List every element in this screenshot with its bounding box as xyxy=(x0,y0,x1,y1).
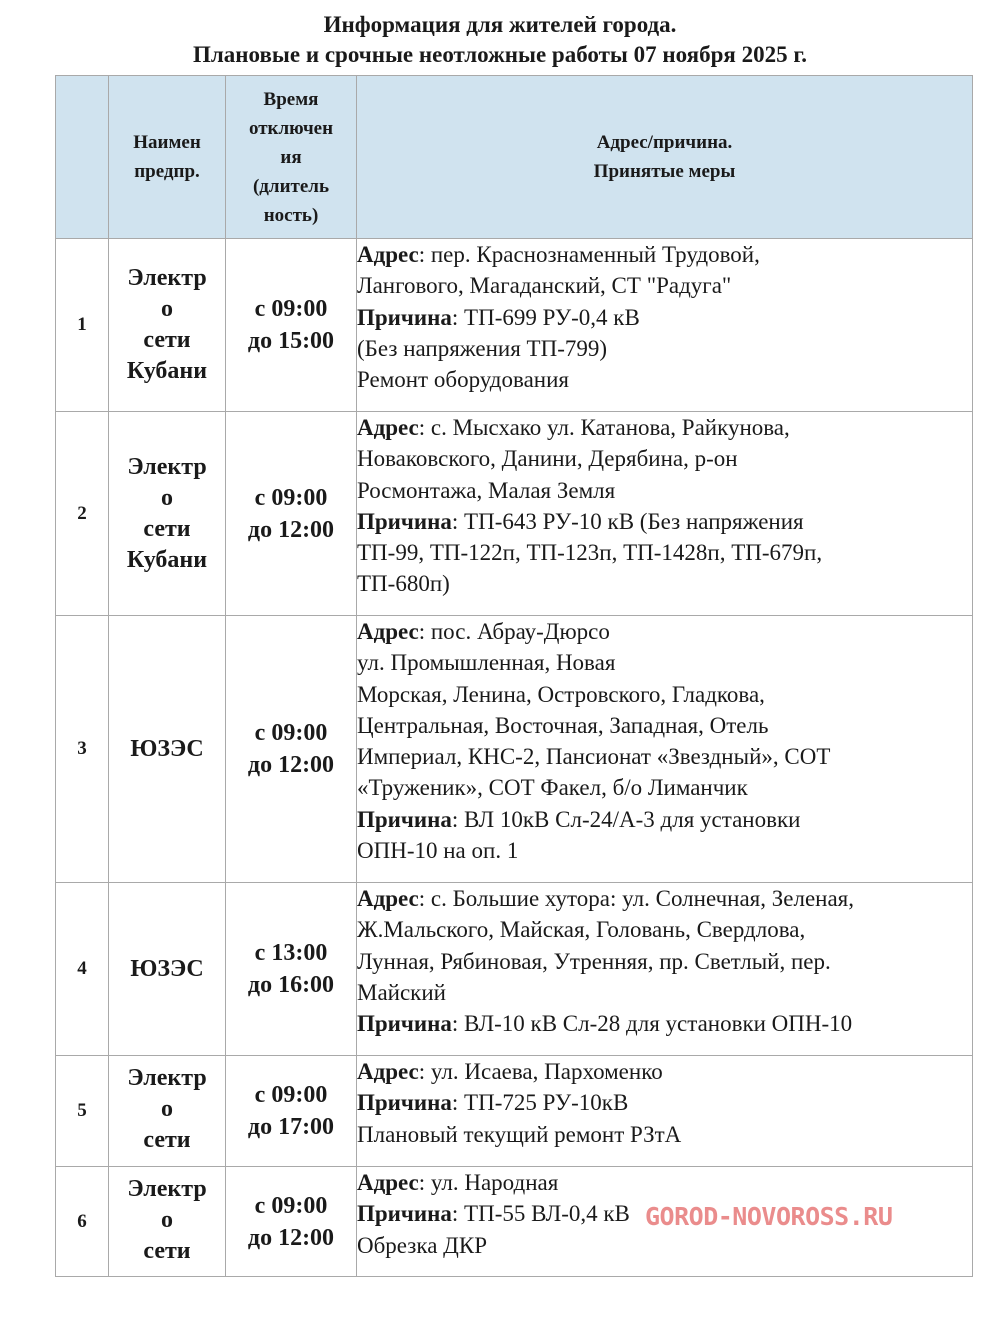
address-label: Адрес xyxy=(357,415,419,440)
address-label: Адрес xyxy=(357,1059,419,1084)
reason-label: Причина xyxy=(357,508,452,534)
row-number: 1 xyxy=(56,239,109,412)
row-outage-time: с 09:00 до 12:00 xyxy=(226,1167,357,1277)
reason-label: Причина xyxy=(357,1011,452,1037)
row-organization: Электр о сети xyxy=(109,1167,226,1277)
row-address-reason: Адрес: пос. Абрау-Дюрсо ул. Промышленная, Новая Морская, Ленина, Островского, Гладкова, Центральная, Восточная, Западная, Отель Империал, КНС-2, Пансионат «Звездный», СОТ «Труженик», СОТ Факел, б/о Лиманчик Причина: ВЛ 10кВ Сл-24/А-3 для установки ОПН-10 на оп. 1 xyxy=(357,616,973,883)
row-number: 4 xyxy=(56,883,109,1056)
table-header-row xyxy=(56,76,973,239)
title-line-2: Плановые и срочные неотложные работы 07 ноября 2025 г. xyxy=(193,42,807,67)
row-organization: ЮЗЭС xyxy=(109,883,226,1056)
reason-label: Причина xyxy=(357,806,452,832)
outage-table xyxy=(55,75,973,1277)
row-number: 2 xyxy=(56,412,109,616)
row-outage-time: с 13:00 до 16:00 xyxy=(226,883,357,1056)
header-org: Наимен предпр. xyxy=(109,76,226,239)
address-label: Адрес xyxy=(357,619,419,644)
row-organization: Электр о сети Кубани xyxy=(109,239,226,412)
reason-label: Причина xyxy=(357,1201,452,1227)
row-outage-time: с 09:00 до 12:00 xyxy=(226,616,357,883)
reason-label: Причина xyxy=(357,1090,452,1116)
row-address-reason: Адрес: ул. Исаева, Пархоменко Причина: ТП-725 РУ-10кВ Плановый текущий ремонт РЗтА xyxy=(357,1056,973,1167)
row-address-reason: Адрес: ул. Народная Причина: ТП-55 ВЛ-0,4 кВ Обрезка ДКР xyxy=(357,1167,973,1277)
row-organization: Электр о сети xyxy=(109,1056,226,1167)
header-num xyxy=(56,76,109,239)
address-label: Адрес xyxy=(357,886,419,911)
site-watermark: GOROD-NOVOROSS.RU xyxy=(645,1202,893,1231)
title-line-1: Информация для жителей города. xyxy=(323,12,677,37)
page-title xyxy=(0,10,1000,70)
table-row xyxy=(56,883,973,1056)
row-number: 3 xyxy=(56,616,109,883)
table-row xyxy=(56,239,973,412)
table-row xyxy=(56,616,973,883)
row-outage-time: с 09:00 до 17:00 xyxy=(226,1056,357,1167)
address-label: Адрес xyxy=(357,1170,419,1195)
row-address-reason: Адрес: с. Мысхако ул. Катанова, Райкунова, Новаковского, Данини, Дерябина, р-он Росмонтажа, Малая Земля Причина: ТП-643 РУ-10 кВ (Без напряжения ТП-99, ТП-122п, ТП-123п, ТП-1428п, ТП-679п, ТП-680п) xyxy=(357,412,973,616)
row-address-reason: Адрес: пер. Краснознаменный Трудовой, Лангового, Магаданский, СТ "Радуга" Причина: ТП-699 РУ-0,4 кВ (Без напряжения ТП-799) Ремонт оборудования xyxy=(357,239,973,412)
row-outage-time: с 09:00 до 15:00 xyxy=(226,239,357,412)
address-label: Адрес xyxy=(357,242,419,267)
table-row xyxy=(56,412,973,616)
row-number: 5 xyxy=(56,1056,109,1167)
row-organization: Электр о сети Кубани xyxy=(109,412,226,616)
row-organization: ЮЗЭС xyxy=(109,616,226,883)
reason-label: Причина xyxy=(357,304,452,330)
header-time: Время отключен ия (длитель ность) xyxy=(226,76,357,239)
header-address: Адрес/причина. Принятые меры xyxy=(357,76,973,239)
row-number: 6 xyxy=(56,1167,109,1277)
row-address-reason: Адрес: с. Большие хутора: ул. Солнечная, Зеленая, Ж.Мальского, Майская, Головань, Свердлова, Лунная, Рябиновая, Утренняя, пр. Светлый, пер. Майский Причина: ВЛ-10 кВ Сл-28 для установки ОПН-10 xyxy=(357,883,973,1056)
table-row xyxy=(56,1056,973,1167)
row-outage-time: с 09:00 до 12:00 xyxy=(226,412,357,616)
